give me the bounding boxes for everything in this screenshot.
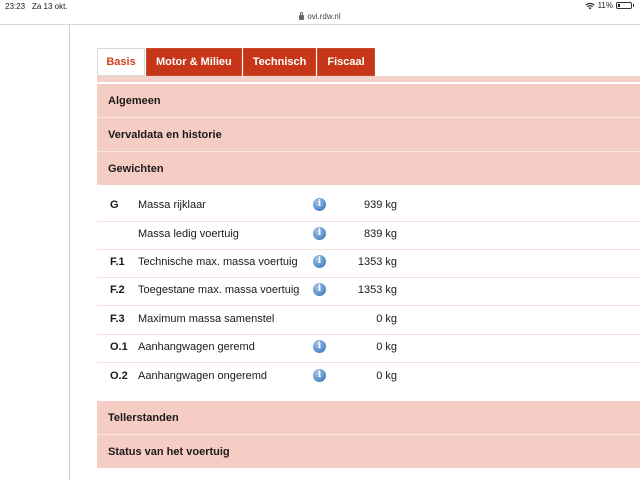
tab-motor-milieu[interactable] [146, 48, 242, 76]
status-time: 23:23 [5, 2, 26, 11]
tab-fiscaal-label: Fiscaal [327, 56, 365, 68]
section-vervaldata-title: Vervaldata en historie [108, 128, 222, 141]
weight-row-o2 [97, 362, 397, 390]
weight-value: 1353 kg [357, 284, 397, 296]
tab-basis[interactable] [97, 48, 145, 76]
section-tellerstanden-title: Tellerstanden [108, 411, 179, 424]
weight-code: F.1 [110, 256, 125, 268]
weight-label: Toegestane max. massa voertuig [138, 284, 300, 296]
section-gewichten-title: Gewichten [108, 162, 164, 175]
weight-code: F.2 [110, 284, 125, 296]
status-date: Za 13 okt. [32, 2, 68, 11]
section-algemeen-title: Algemeen [108, 94, 161, 107]
address-bar[interactable] [0, 9, 640, 23]
tab-fiscaal[interactable] [317, 48, 374, 76]
battery-icon [616, 2, 632, 9]
weight-label: Massa rijklaar [138, 199, 206, 211]
content-left-border [69, 25, 70, 480]
weight-label: Technische max. massa voertuig [138, 256, 298, 268]
weight-row-f2 [97, 276, 397, 304]
weight-row-f3 [97, 305, 397, 333]
weight-value: 0 kg [376, 370, 397, 382]
weight-row-ledig [97, 220, 397, 248]
section-tellerstanden[interactable] [97, 401, 640, 434]
info-icon[interactable]: i [313, 198, 326, 211]
section-status[interactable] [97, 435, 640, 468]
section-status-title: Status van het voertuig [108, 445, 230, 458]
weight-value: 1353 kg [357, 256, 397, 268]
weight-code: G [110, 199, 119, 211]
weight-value: 939 kg [363, 199, 397, 211]
info-icon[interactable]: i [313, 283, 326, 296]
info-icon[interactable]: i [313, 369, 326, 382]
tab-bar [97, 48, 375, 76]
weight-value: 0 kg [376, 313, 397, 325]
url-text[interactable]: ovi.rdw.nl [307, 12, 341, 21]
weight-label: Aanhangwagen ongeremd [138, 370, 268, 382]
weight-row-g [97, 191, 397, 219]
weight-value: 839 kg [363, 228, 397, 240]
weight-label: Massa ledig voertuig [138, 228, 239, 240]
weight-row-f1 [97, 248, 397, 276]
weight-label: Aanhangwagen geremd [138, 341, 255, 353]
info-icon[interactable]: i [313, 340, 326, 353]
weight-code: O.2 [110, 370, 128, 382]
section-gewichten[interactable] [97, 152, 640, 185]
section-algemeen[interactable] [97, 84, 640, 117]
tab-technisch-label: Technisch [252, 56, 307, 68]
weight-code: O.1 [110, 341, 128, 353]
battery-percentage: 11% [597, 1, 613, 10]
weight-value: 0 kg [376, 341, 397, 353]
info-icon[interactable]: i [313, 227, 326, 240]
weight-label: Maximum massa samenstel [138, 313, 275, 325]
lock-icon [299, 15, 304, 20]
tab-basis-label: Basis [106, 56, 136, 68]
browser-divider [0, 24, 640, 25]
weight-code: F.3 [110, 313, 125, 325]
tab-technisch[interactable] [243, 48, 317, 76]
battery-cap [633, 4, 634, 7]
weight-row-o1 [97, 333, 397, 361]
section-vervaldata[interactable] [97, 118, 640, 151]
tab-underline [97, 76, 640, 82]
info-icon[interactable]: i [313, 255, 326, 268]
tab-motor-milieu-label: Motor & Milieu [156, 56, 232, 68]
